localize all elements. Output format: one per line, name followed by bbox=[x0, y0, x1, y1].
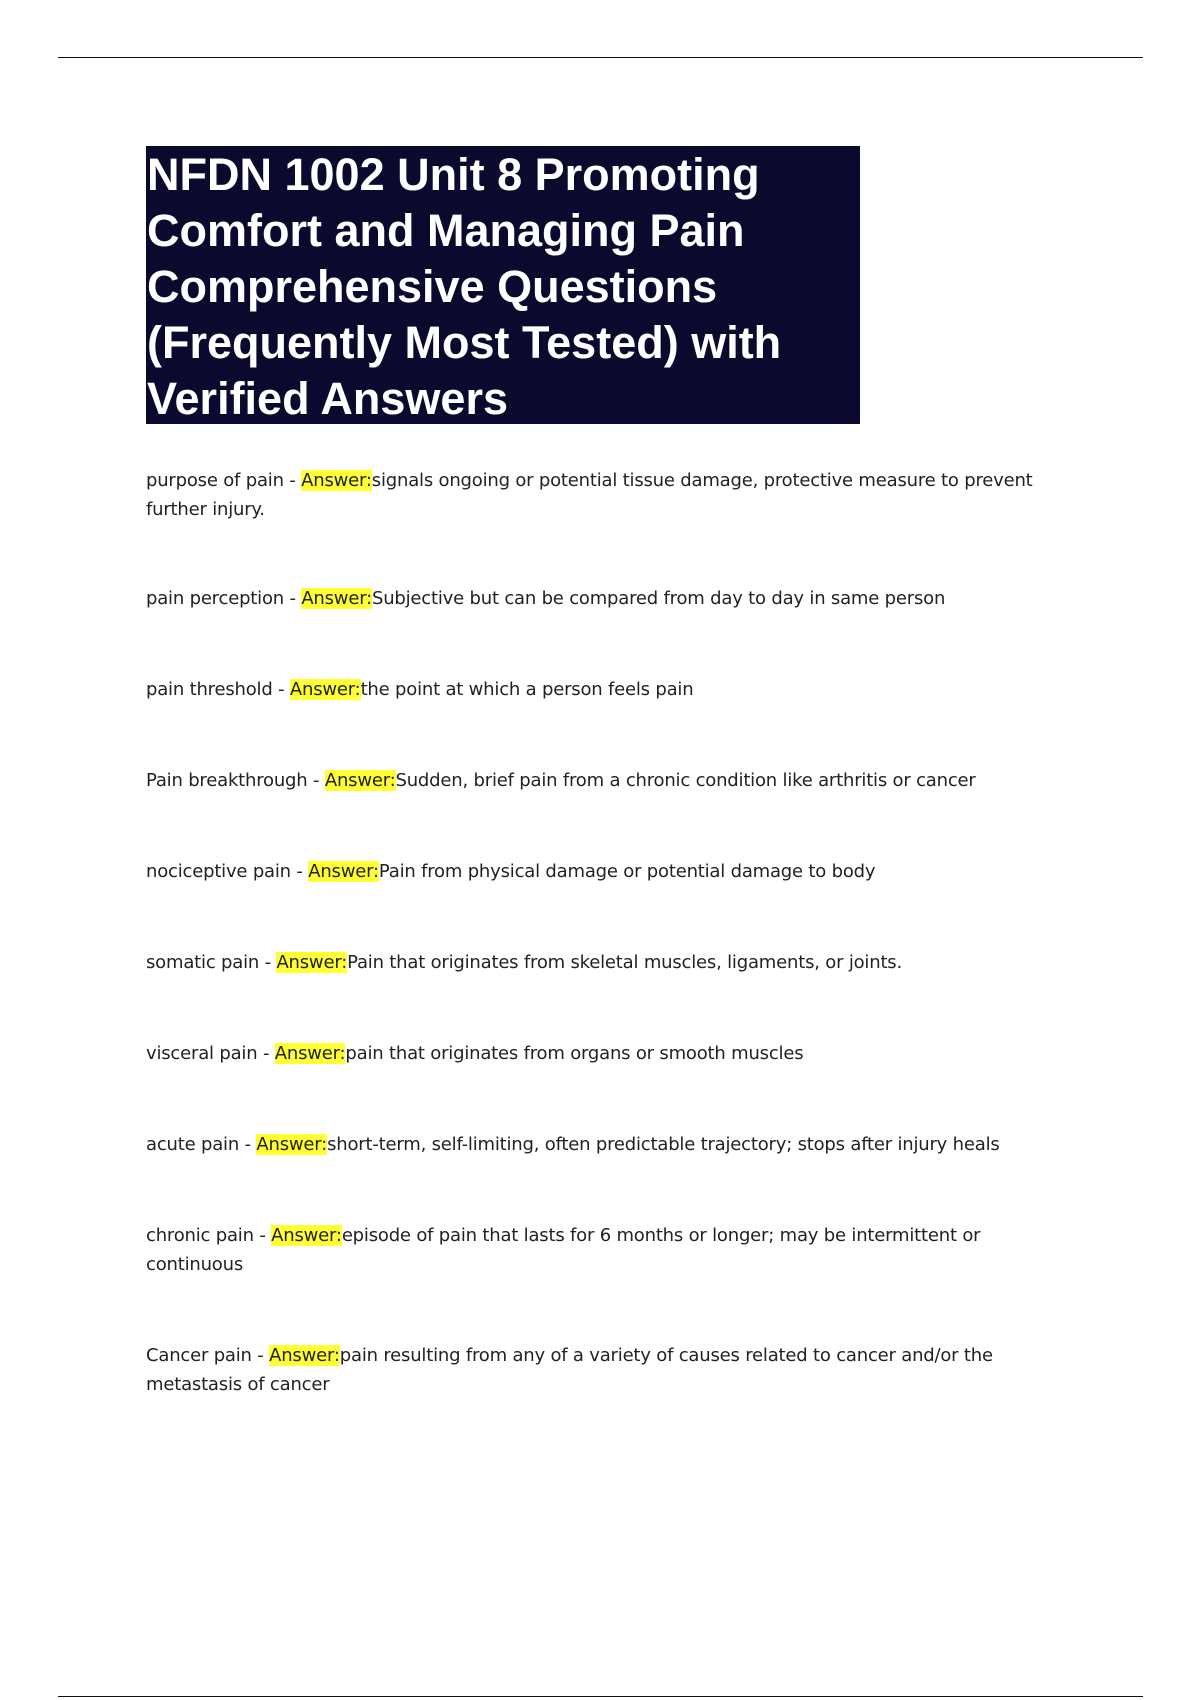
top-rule bbox=[58, 57, 1143, 58]
bottom-rule bbox=[58, 1696, 1143, 1697]
qa-item bbox=[146, 1221, 1076, 1279]
qa-answer: Subjective but can be compared from day to day in same person bbox=[371, 588, 946, 609]
qa-term: Cancer pain - bbox=[146, 1345, 270, 1366]
answer-highlight: Answer: bbox=[269, 1345, 340, 1366]
answer-highlight: Answer: bbox=[274, 1043, 346, 1064]
qa-item bbox=[146, 1039, 1076, 1068]
qa-item bbox=[146, 675, 1076, 704]
answer-highlight: Answer: bbox=[271, 1225, 342, 1246]
qa-item bbox=[146, 1130, 1076, 1159]
answer-highlight: Answer: bbox=[324, 770, 396, 791]
answer-highlight: Answer: bbox=[308, 861, 379, 882]
answer-highlight: Answer: bbox=[289, 679, 361, 700]
qa-answer: pain resulting from any of a variety of causes related to cancer and/or the metastasis of cancer bbox=[146, 1345, 993, 1395]
qa-item bbox=[146, 466, 1076, 524]
qa-term: chronic pain - bbox=[146, 1225, 272, 1246]
qa-answer: Pain from physical damage or potential damage to body bbox=[378, 861, 876, 882]
qa-answer: Sudden, brief pain from a chronic condition like arthritis or cancer bbox=[395, 770, 976, 791]
qa-term: purpose of pain - bbox=[146, 470, 302, 491]
qa-answer: Pain that originates from skeletal muscles, ligaments, or joints. bbox=[347, 952, 902, 973]
qa-answer: signals ongoing or potential tissue damage, protective measure to prevent further injury. bbox=[146, 470, 1033, 520]
qa-term: somatic pain - bbox=[146, 952, 277, 973]
qa-item bbox=[146, 948, 1076, 977]
qa-term: pain perception - bbox=[146, 588, 302, 609]
qa-item bbox=[146, 766, 1076, 795]
answer-highlight: Answer: bbox=[256, 1134, 328, 1155]
answer-highlight: Answer: bbox=[276, 952, 348, 973]
title-banner bbox=[146, 146, 860, 424]
document-title: NFDN 1002 Unit 8 Promoting Comfort and Managing Pain Comprehensive Questions (Frequently Most Tested) with Verified Answers bbox=[147, 149, 782, 424]
qa-answer: the point at which a person feels pain bbox=[360, 679, 694, 700]
qa-item bbox=[146, 584, 1076, 613]
qa-answer: pain that originates from organs or smooth muscles bbox=[345, 1043, 804, 1064]
qa-term: pain threshold - bbox=[146, 679, 290, 700]
qa-item bbox=[146, 1341, 1076, 1399]
qa-term: acute pain - bbox=[146, 1134, 257, 1155]
answer-highlight: Answer: bbox=[301, 588, 372, 609]
answer-highlight: Answer: bbox=[301, 470, 372, 491]
qa-term: visceral pain - bbox=[146, 1043, 275, 1064]
qa-answer: short-term, self-limiting, often predictable trajectory; stops after injury heals bbox=[327, 1134, 1000, 1155]
qa-term: Pain breakthrough - bbox=[146, 770, 325, 791]
qa-term: nociceptive pain - bbox=[146, 861, 309, 882]
qa-answer: episode of pain that lasts for 6 months or longer; may be intermittent or continuous bbox=[146, 1225, 981, 1275]
qa-item bbox=[146, 857, 1076, 886]
